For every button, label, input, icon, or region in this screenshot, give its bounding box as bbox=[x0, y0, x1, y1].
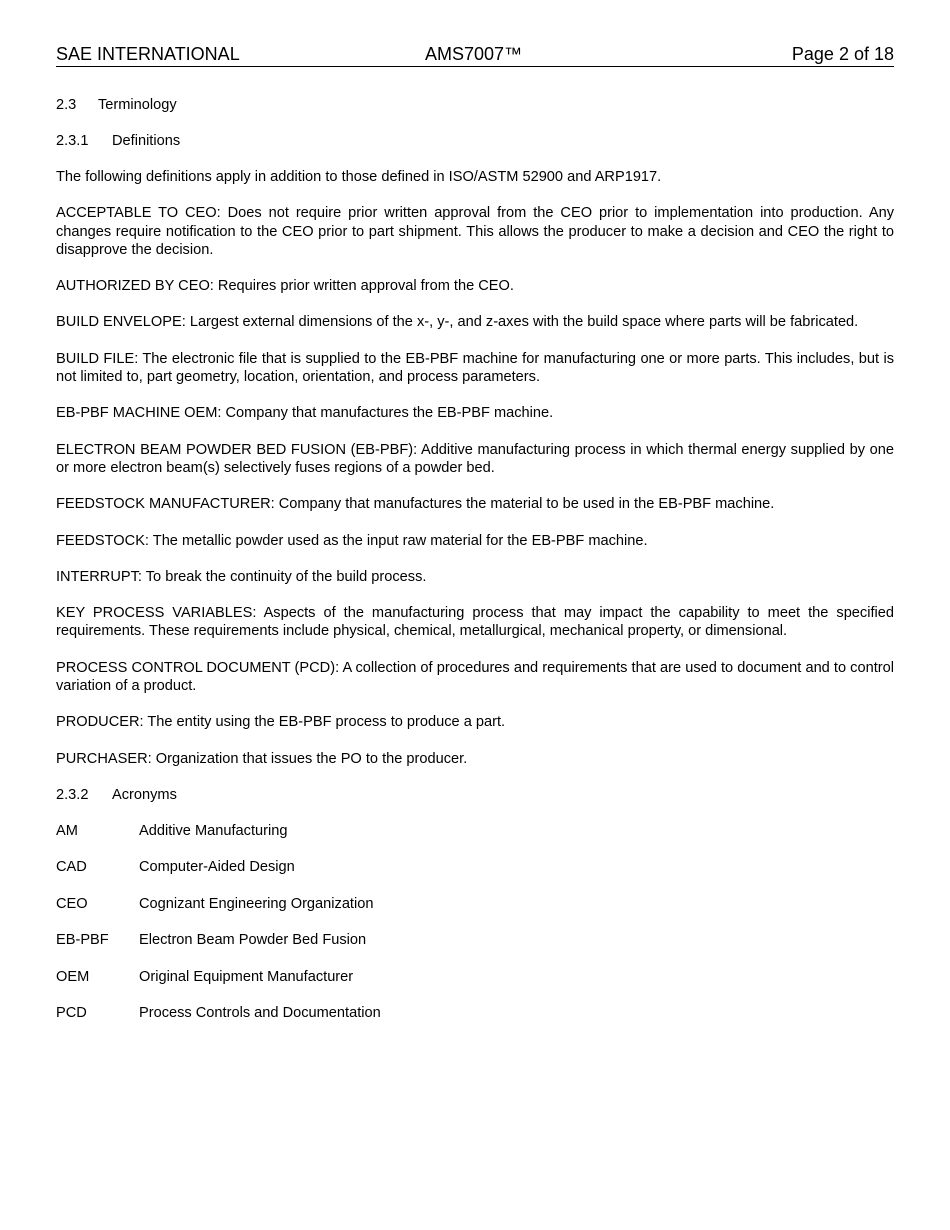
section-title: Acronyms bbox=[112, 786, 177, 803]
section-number: 2.3 bbox=[56, 97, 77, 113]
definition-item: EB-PBF MACHINE OEM: Company that manufactures the EB-PBF machine. bbox=[56, 405, 554, 422]
acronym-abbr: PCD bbox=[56, 1005, 87, 1022]
definition-item: KEY PROCESS VARIABLES: Aspects of the manufacturing process that may impact the capability to meet the specified requirements. These requirements include physical, chemical, metallurgical, mechanical property, or dimensional. bbox=[56, 605, 894, 640]
definition-item: ELECTRON BEAM POWDER BED FUSION (EB-PBF): Additive manufacturing process in which thermal energy supplied by one or more electron beam(s) selectively fuses regions of a powder bed. bbox=[56, 441, 894, 476]
header-page-number: Page 2 of 18 bbox=[791, 44, 894, 64]
section-heading-2-3-1 bbox=[56, 132, 894, 150]
document-body bbox=[56, 96, 894, 1041]
acronym-meaning: Electron Beam Powder Bed Fusion bbox=[139, 932, 367, 949]
definition-item: PROCESS CONTROL DOCUMENT (PCD): A collection of procedures and requirements that are used to document and to control variation of a product. bbox=[56, 659, 894, 695]
acronym-abbr: EB-PBF bbox=[56, 932, 109, 949]
acronym-abbr: CAD bbox=[56, 859, 87, 876]
section-heading-2-3-2 bbox=[56, 786, 894, 804]
section-number: 2.3.1 bbox=[56, 133, 89, 149]
header-org: SAE INTERNATIONAL bbox=[56, 44, 240, 64]
section-heading-2-3 bbox=[56, 96, 894, 114]
acronym-meaning: Additive Manufacturing bbox=[139, 822, 288, 839]
definition-item: BUILD FILE: The electronic file that is supplied to the EB-PBF machine for manufacturing one or more parts. This includes, but is not limited to, part geometry, location, orientation, and process parameters. bbox=[56, 350, 894, 386]
acronym-row bbox=[56, 895, 894, 913]
definition-item: PRODUCER: The entity using the EB-PBF process to produce a part. bbox=[56, 714, 506, 731]
definition-item: BUILD ENVELOPE: Largest external dimensions of the x-, y-, and z-axes with the build space where parts will be fabricated. bbox=[56, 314, 859, 331]
acronym-row bbox=[56, 1004, 894, 1022]
acronym-row bbox=[56, 822, 894, 840]
definition-item: AUTHORIZED BY CEO: Requires prior written approval from the CEO. bbox=[56, 278, 514, 295]
definition-item: INTERRUPT: To break the continuity of the build process. bbox=[56, 568, 427, 585]
header-doc-id: AMS7007™ bbox=[425, 44, 523, 64]
acronym-abbr: AM bbox=[56, 822, 78, 839]
acronym-meaning: Process Controls and Documentation bbox=[139, 1005, 381, 1022]
acronym-row bbox=[56, 858, 894, 876]
acronym-meaning: Original Equipment Manufacturer bbox=[139, 968, 354, 985]
acronym-abbr: CEO bbox=[56, 895, 88, 912]
acronym-abbr: OEM bbox=[56, 968, 90, 985]
definition-item: ACCEPTABLE TO CEO: Does not require prior written approval from the CEO prior to implementation into production. Any changes require notification to the CEO prior to part shipment. This allows the producer to make a decision and CEO the right to disapprove the decision. bbox=[56, 205, 894, 258]
section-title: Definitions bbox=[112, 133, 181, 149]
acronym-row bbox=[56, 931, 894, 949]
acronym-meaning: Cognizant Engineering Organization bbox=[139, 895, 374, 912]
definition-item: FEEDSTOCK: The metallic powder used as the input raw material for the EB-PBF machine. bbox=[56, 532, 648, 549]
section-title: Terminology bbox=[98, 97, 177, 113]
page-header bbox=[56, 42, 894, 67]
acronym-row bbox=[56, 968, 894, 986]
definitions-intro: The following definitions apply in addition to those defined in ISO/ASTM 52900 and ARP1917. bbox=[56, 169, 662, 185]
acronym-meaning: Computer-Aided Design bbox=[139, 859, 295, 876]
definition-item: FEEDSTOCK MANUFACTURER: Company that manufactures the material to be used in the EB-PBF machine. bbox=[56, 496, 775, 513]
definition-item: PURCHASER: Organization that issues the PO to the producer. bbox=[56, 750, 468, 767]
section-number: 2.3.2 bbox=[56, 786, 89, 803]
